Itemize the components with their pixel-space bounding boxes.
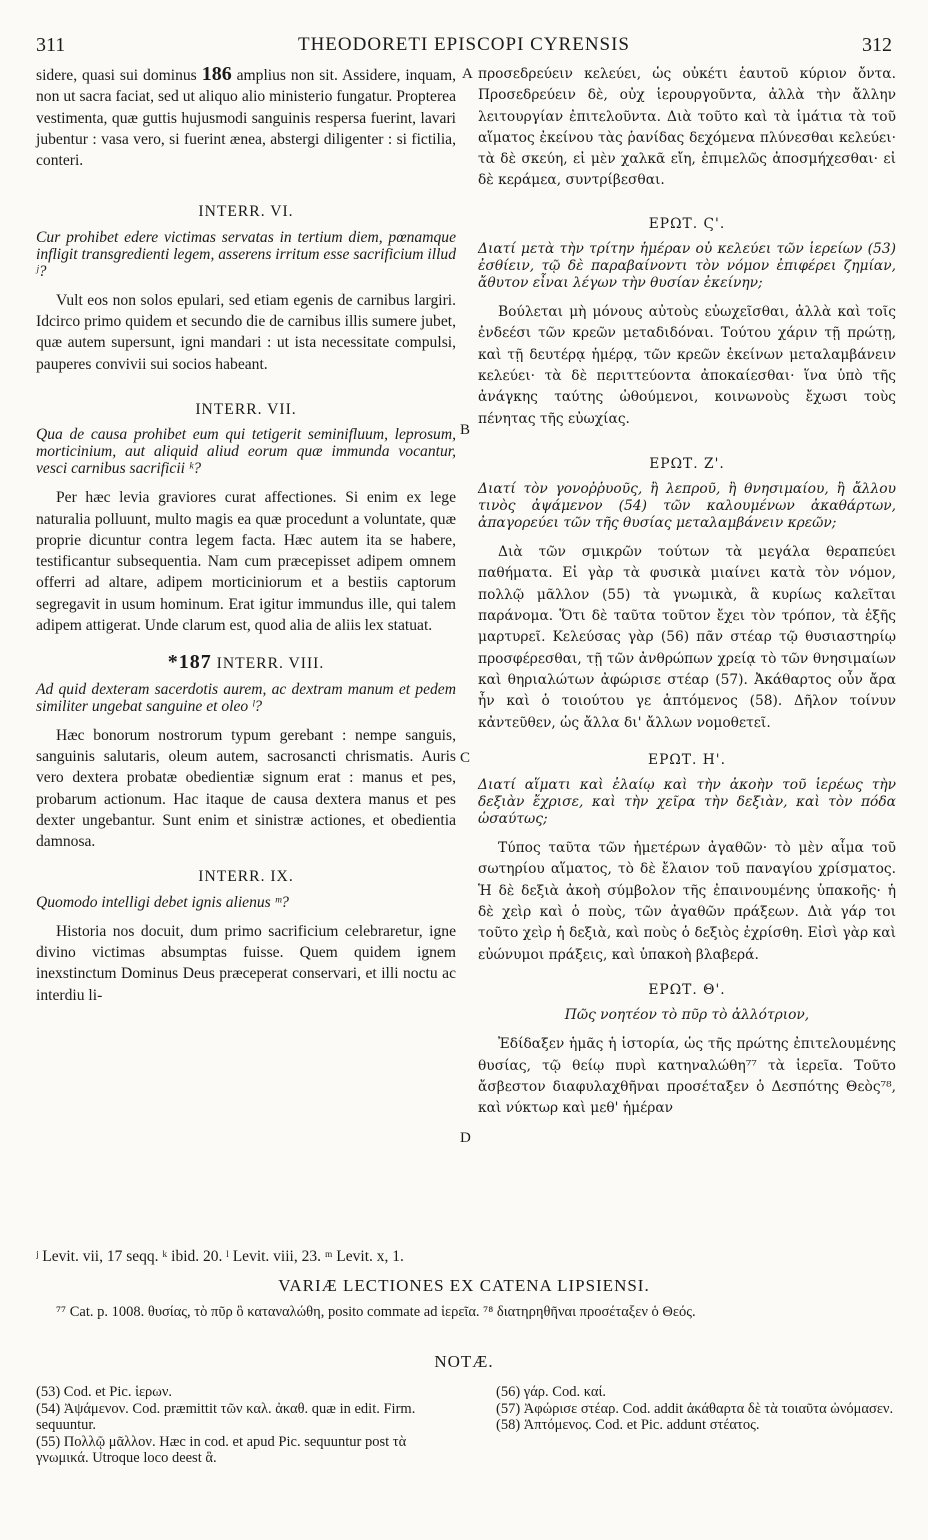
latin-question-7: Qua de causa prohibet eum qui tetigerit seminifluum, leprosum, morticinium, aut aliquid aliud eorum quæ immunda vocantur, vesci carnibus sacrificii ᵏ? [36, 426, 456, 478]
note-54: (54) Ἀψάμενον. Cod. præmittit τῶν καλ. ἀκαθ. quæ in edit. Firm. sequuntur. [36, 1400, 416, 1433]
note-56: (56) γάρ. Cod. καί. [496, 1384, 606, 1400]
greek-answer-6: Βούλεται μὴ μόνους αὐτοὺς εὐωχεῖσθαι, ἀλλὰ καὶ τοῖς ἐνδεέσι τῶν κρεῶν μεταδιδόναι. Τούτου χάριν τῇ πρώτῃ, καὶ τῇ δευτέρᾳ ἡμέρᾳ, τῶν κρεῶν ἐκείνων μεταλαμβάνειν κελεύει· τὰ δὲ περιττεύοντα ἀποκαίεσθαι· ἵνα ὑπὸ τῆς ἀνάγκης ταύτης ὠθούμενοι, κοινωνοὺς ἔχωσι τοὺς πένητας τῆς εὐωχίας. [478, 304, 896, 427]
latin-heading-8: *187 INTERR. VIII. [167, 651, 325, 674]
latin-heading-7: INTERR. VII. [195, 400, 297, 418]
greek-heading-6: ΕΡΩΤ. Ϛ'. [648, 215, 726, 232]
latin-answer-7: Per hæc levia graviores curat affectiones. Si enim ex lege naturalia polluunt, multo magis ea quæ procedunt a voluntate, quæ proprie dicuntur contra legem facta. Hæc autem ita se habere, testificantur subsequentia. Nam cum præcepisset adipem omnem offerri ad altare, adipem morticiniorum et a bestiis captorum segregavit in usum hominum. Erat igitur immundus ille, qui talem adipem attigerat. Unde clarum est, quod alia de aliis lex statuat. [36, 489, 456, 635]
page-number-right: 312 [862, 34, 892, 56]
greek-question-7: Διατί τὸν γονοῤῥυοῦς, ἢ λεπροῦ, ἢ θνησιμαίου, ἢ ἄλλου τινὸς ἀψάμενον (54) τῶν καλουμένων ἀκαθάρτων, ἀπαγορεύει τῶν τῆς θυσίας μεταλαμβάνειν κρεῶν; [478, 481, 896, 532]
latin-question-8: Ad quid dexteram sacerdotis aurem, ac dextram manum et pedem similiter ungebat sanguine et oleo ˡ? [36, 680, 456, 715]
margin-letter-c: C [460, 750, 471, 766]
note-58: (58) Ἁπτόμενος. Cod. et Pic. addunt στέατος. [496, 1417, 760, 1433]
margin-letter-d: D [460, 1130, 471, 1146]
greek-answer-9: Ἐδίδαξεν ἡμᾶς ἡ ἱστορία, ὡς τῆς πρώτης ἐπιτελουμένης θυσίας, τῷ θείῳ πυρὶ κατηναλώθη⁷⁷ τὰ ἱερεῖα. Τοῦτο ἄσβεστον διαφυλαχθῆναι προσέταξεν ὁ Δεσπότης Θεὸς⁷⁸, καὶ νύκτωρ καὶ μεθ' ἡμέραν [478, 1036, 896, 1117]
latin-question-9: Quomodo intelligi debet ignis alienus ᵐ? [36, 893, 289, 911]
column-number-186: 186 [201, 63, 232, 85]
latin-answer-8: Hæc bonorum nostrorum typum gerebant : nempe sanguis, sanguinis salutaris, oleum autem, sacrosancti chrismatis. Auris vero dextera probatæ obedientiæ signum erat : manus et pes, probarum actionum. Hac itaque de causa dextera manus et pes dexter ungebantur. Sunt enim et sinistræ actiones, et obedientia damnosa. [36, 726, 456, 851]
running-header [36, 34, 892, 60]
greek-heading-9: ΕΡΩΤ. Θ'. [648, 981, 726, 998]
greek-answer-7: Διὰ τῶν σμικρῶν τούτων τὰ μεγάλα θεραπεύει παθήματα. Εἰ γὰρ τὰ φυσικὰ μιαίνει κατὰ τὸν νόμον, πολλῷ μᾶλλον (55) τὰ γνωμικὰ, ἃ κυρίως καλεῖται παράνομα. Ὅτι δὲ ταῦτα τοῦτον ἔχει τὸν τρόπον, τὰ ἑξῆς μαρτυρεῖ. Κελεύσας γὰρ (56) πᾶν στέαρ τῷ θυσιαστηρίῳ προσφέρεσθαι, τῇ τῶν ἀνθρώπων χρείᾳ τὸ τῶν θνησιμαίων καὶ θηριαλώτων ἀφώρισε στέαρ (57). Ἀκάθαρτος οὖν ἄρα ἦν καὶ ὁ τοιούτου γε ἁπτόμενος (58). Δῆλον τοίνυν κἀντεῦθεν, ὡς ἄλλα δι' ἄλλων νομοθετεῖ. [478, 544, 896, 731]
greek-column [478, 64, 896, 1119]
latin-heading-6: INTERR. VI. [198, 203, 294, 221]
greek-answer-8: Τύπος ταῦτα τῶν ἡμετέρων ἀγαθῶν· τὸ μὲν αἷμα τοῦ σωτηρίου αἵματος, τὸ δὲ ἔλαιον τοῦ παναγίου χρίσματος. Ἡ δὲ δεξιὰ ἀκοὴ σύμβολον τῆς ἐπαινουμένης ὑπακοῆς· ἡ δὲ χεὶρ καὶ ὁ ποὺς, τῶν ἀγαθῶν πράξεων. Διὰ γάρ τοι τοῦτο χεὶρ ἡ δεξιὰ, καὶ ποὺς ὁ δεξιὸς ἐχρίσθη. Εἰσὶ γὰρ καὶ εὐώνυμοι πράξεις, καὶ ὑπακοὴ βλαβερά. [478, 840, 896, 963]
latin-intro: sidere, quasi sui dominus 186 amplius non sit. Assidere, inquam, non ut sacra faciat, sed ut aliquo alio ministerio fungatur. Propterea vestimenta, quæ guttis hujusmodi sanguinis respersa fuerint, lavari jubentur : vasa vero, si fuerint ænea, abstergi diligenter : si fictilia, conteri. [36, 63, 456, 170]
note-53: (53) Cod. et Pic. ἱερων. [36, 1384, 173, 1400]
variae-text: ⁷⁷ Cat. p. 1008. θυσίας, τὸ πῦρ ὃ καταναλώθη, posito commate ad ἱερεῖα. ⁷⁸ διατηρηθῆναι προσέταξεν ὁ Θεός. [56, 1304, 696, 1320]
greek-question-9: Πῶς νοητέον τὸ πῦρ τὸ ἀλλότριον, [564, 1007, 810, 1024]
greek-question-8: Διατί αἵματι καὶ ἐλαίῳ καὶ τὴν ἀκοὴν τοῦ ἱερέως τὴν δεξιὰν ἔχρισε, καὶ τὴν χεῖρα τὴν δεξιὰν, καὶ τὸν πόδα ὡσαύτως; [478, 777, 896, 828]
margin-letter-b: B [460, 422, 471, 438]
latin-answer-9: Historia nos docuit, dum primo sacrificium celebraretur, igne divino victimas absumptas fuisse. Quem quidem ignem inexstinctum Dominus Deus præceperat conservari, et illi noctu ac interdiu li- [36, 922, 456, 1004]
note-55: (55) Πολλῷ μᾶλλον. Hæc in cod. et apud Pic. sequuntur post τὰ γνωμικά. Utroque loco deest ἃ. [36, 1433, 407, 1466]
latin-answer-6: Vult eos non solos epulari, sed etiam egenis de carnibus largiri. Idcirco primo quidem et secundo die de carnibus illis sumere jubet, quæ autem supersunt, igni mandari : ut ista necessitate compulsi, pauperes convivii sui socios habeant. [36, 291, 456, 373]
latin-question-6: Cur prohibet edere victimas servatas in tertium diem, pœnamque infligit transgredienti legem, asserens irritum esse sacrificium illud ʲ? [36, 228, 456, 280]
latin-column [36, 64, 456, 1006]
margin-letter-a: A [462, 66, 473, 82]
variae-title: VARIÆ LECTIONES EX CATENA LIPSIENSI. [278, 1276, 650, 1295]
running-title: THEODORETI EPISCOPI CYRENSIS [297, 34, 631, 55]
greek-heading-8: ΕΡΩΤ. Η'. [648, 751, 726, 768]
page-number-left: 311 [36, 34, 66, 56]
notae-title: NOTÆ. [434, 1352, 494, 1371]
greek-question-6: Διατί μετὰ τὴν τρίτην ἡμέραν οὐ κελεύει τῶν ἱερείων (53) ἐσθίειν, τῷ δὲ παραβαίνοντι τὸν νόμον ἐπιφέρει ζημίαν, ἄθυτον εἶναι λέγων τὴν θυσίαν ἐκείνην; [478, 241, 896, 292]
notes-right [496, 1384, 896, 1434]
latin-heading-9: INTERR. IX. [198, 868, 294, 886]
greek-intro: προσεδρεύειν κελεύει, ὡς οὐκέτι ἑαυτοῦ κύριον ὄντα. Προσεδρεύειν δὲ, οὐχ ἱερουργοῦντα, ἀλλὰ τὴν ἄλλην λειτουργίαν ἐπιτελοῦντα. Διὰ τοῦτο καὶ τὰ ἱμάτια τὰ τοῦ αἵματος ἐκείνου τὰς ῥανίδας δεχόμενα πλύνεσθαι κελεύει· τὰ δὲ σκεύη, εἰ μὲν χαλκᾶ εἴη, ἐπιμελῶς ἀποσμήχεσθαι· εἰ δὲ κεράμεα, συντρίβεσθαι. [478, 66, 896, 189]
column-number-187: *187 [167, 651, 212, 674]
note-57: (57) Ἀφώρισε στέαρ. Cod. addit ἀκάθαρτα δὲ τὰ τοιαῦτα ὠνόμασεν. [496, 1400, 894, 1417]
greek-heading-7: ΕΡΩΤ. Ζ'. [649, 455, 725, 472]
scripture-references: ʲ Levit. vii, 17 seqq. ᵏ ibid. 20. ˡ Levit. viii, 23. ᵐ Levit. x, 1. [36, 1248, 404, 1265]
notes-left [36, 1384, 456, 1467]
